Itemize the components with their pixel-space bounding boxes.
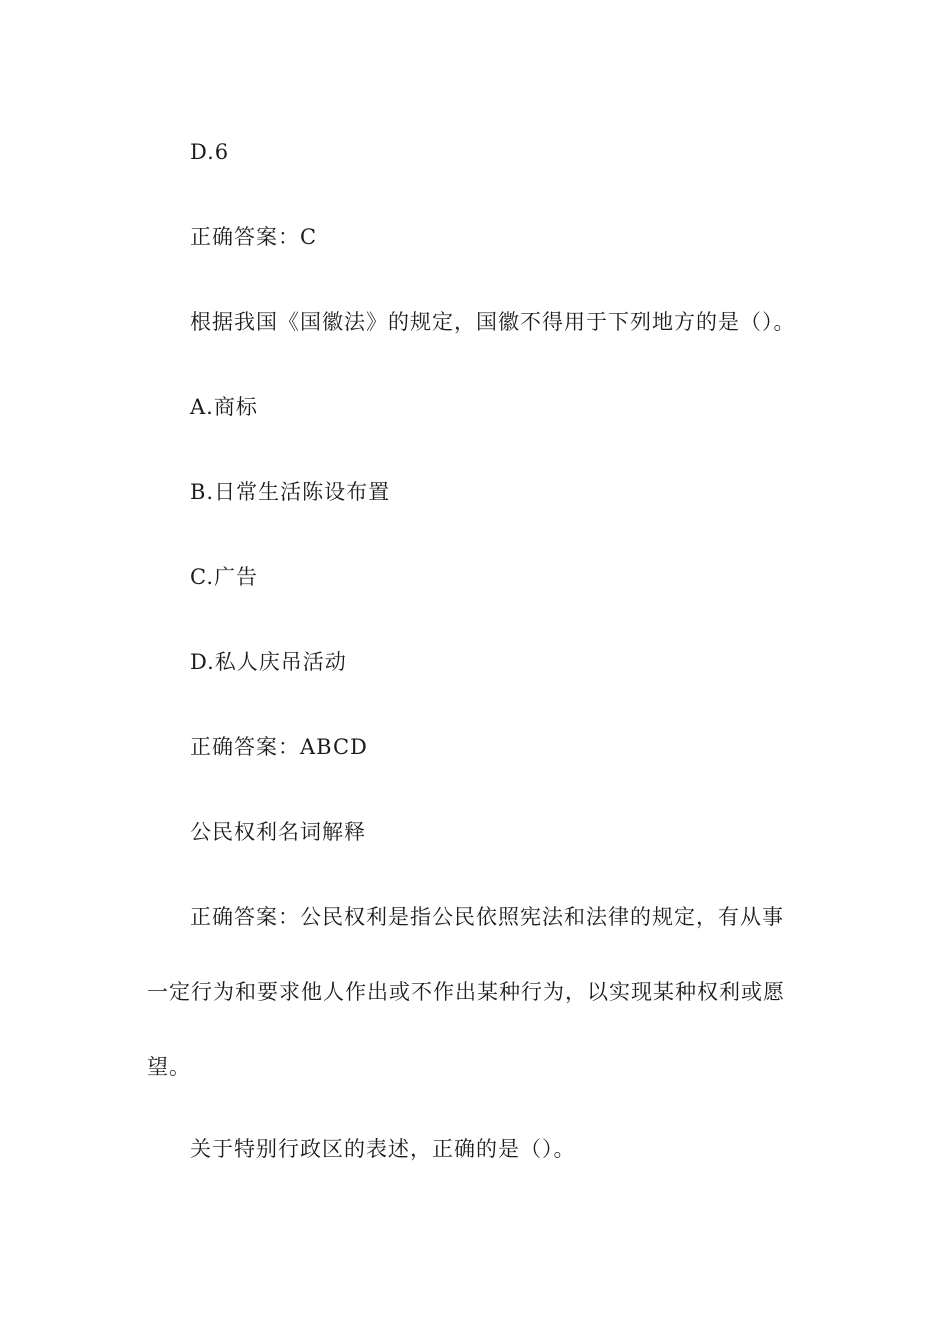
paragraph-line: 望。: [147, 1055, 191, 1079]
question-text: 根据我国《国徽法》的规定，国徽不得用于下列地方的是（）。: [190, 310, 796, 334]
option-b-text: B.日常生活陈设布置: [190, 480, 391, 504]
correct-answer-text: 正确答案：C: [190, 225, 318, 249]
question-text: 公民权利名词解释: [190, 820, 366, 844]
option-c-text: C.广告: [190, 565, 258, 589]
paragraph-line: 一定行为和要求他人作出或不作出某种行为，以实现某种权利或愿: [147, 980, 785, 1004]
paragraph-line: 正确答案：公民权利是指公民依照宪法和法律的规定，有从事: [190, 905, 784, 929]
option-d-text: D.私人庆吊活动: [190, 650, 347, 674]
option-d-text: D.6: [190, 140, 230, 164]
question-text: 关于特别行政区的表述，正确的是（）。: [190, 1137, 576, 1161]
option-a-text: A.商标: [190, 395, 258, 419]
correct-answer-text: 正确答案：ABCD: [190, 735, 368, 759]
answer-paragraph: [147, 903, 807, 1128]
